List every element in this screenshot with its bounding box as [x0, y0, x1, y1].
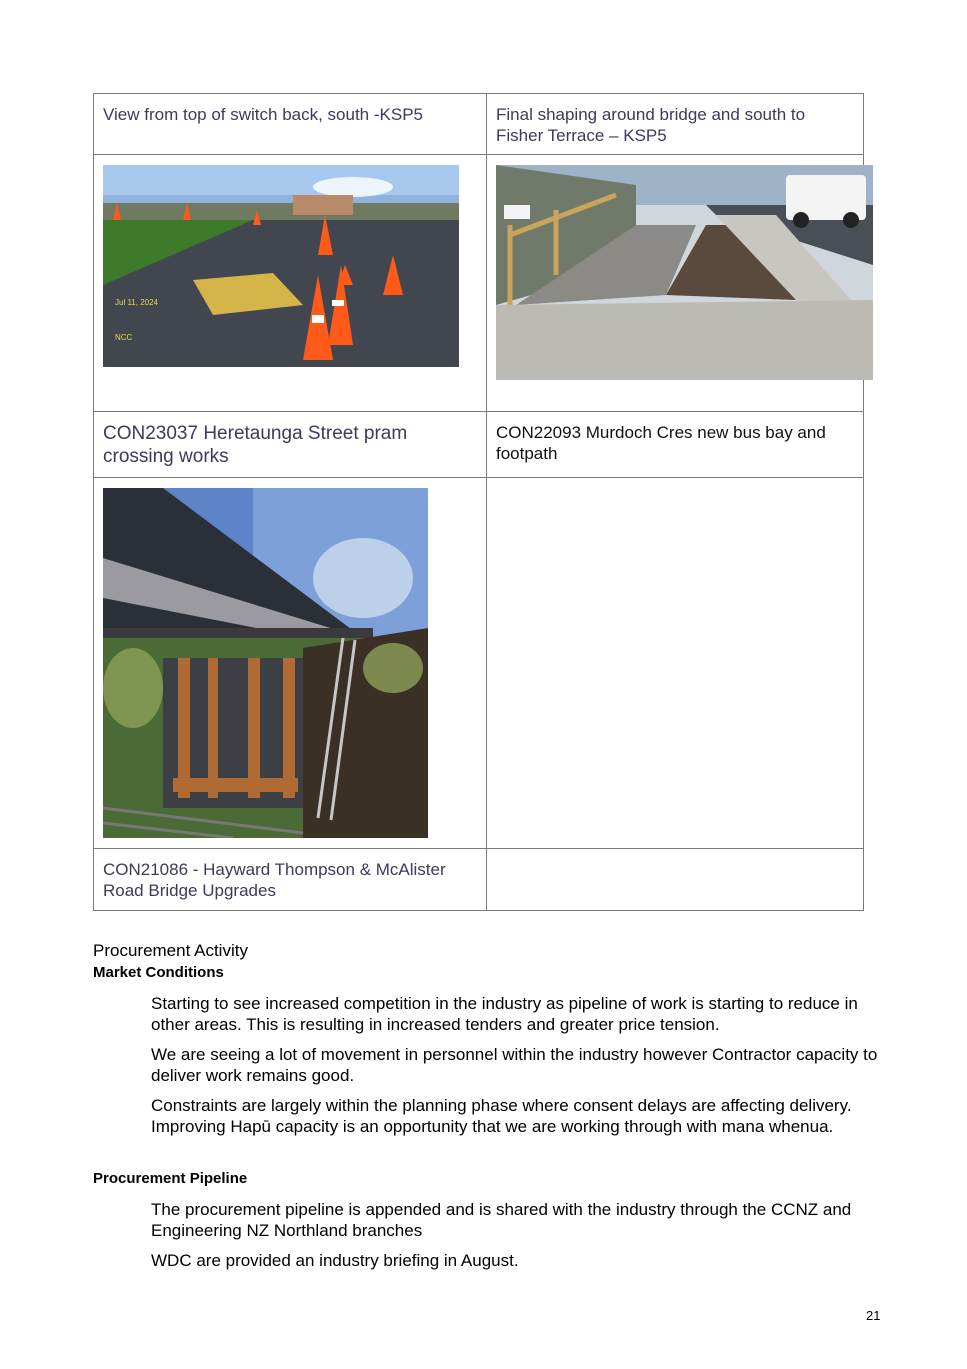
- caption-cell: [487, 412, 864, 478]
- market-paragraph: We are seeing a lot of movement in personnel within the industry however Contractor capacity to deliver work remains good.: [151, 1045, 878, 1085]
- caption-switchback: View from top of switch back, south -KSP5: [103, 105, 423, 124]
- photo-watermark: NCC: [115, 333, 133, 342]
- caption-cell: [94, 849, 487, 911]
- caption-cell: [487, 94, 864, 155]
- empty-cell: [487, 849, 864, 911]
- photo-bridge: [103, 488, 428, 838]
- photo-date-stamp: Jul 11, 2024: [115, 298, 158, 307]
- caption-cell: [94, 94, 487, 155]
- procurement-activity-title: Procurement Activity: [93, 941, 248, 960]
- pipeline-paragraph: The procurement pipeline is appended and is shared with the industry through the CCNZ and Engineering NZ Northland branches: [151, 1200, 852, 1240]
- caption-cell: [94, 412, 487, 478]
- photo-table: [93, 93, 864, 911]
- photo-cell: [94, 478, 487, 849]
- pipeline-paragraph: WDC are provided an industry briefing in August.: [151, 1251, 519, 1270]
- photo-cell: [487, 155, 864, 412]
- market-paragraph: Starting to see increased competition in the industry as pipeline of work is starting to reduce in other areas. This is resulting in increased tenders and greater price tension.: [151, 994, 858, 1034]
- empty-cell: [487, 478, 864, 849]
- caption-murdoch: CON22093 Murdoch Cres new bus bay and footpath: [496, 423, 826, 463]
- market-paragraph: Constraints are largely within the planning phase where consent delays are affecting delivery. Improving Hapū capacity is an opportunity that we are working through with mana whenua.: [151, 1096, 852, 1136]
- caption-final-shaping: Final shaping around bridge and south to Fisher Terrace – KSP5: [496, 105, 806, 145]
- photo-switchback: [103, 165, 459, 367]
- caption-hayward: CON21086 - Hayward Thompson & McAlister Road Bridge Upgrades: [103, 860, 446, 900]
- market-conditions-title: Market Conditions: [93, 964, 224, 981]
- page-number: 21: [866, 1308, 881, 1323]
- photo-cell: [94, 155, 487, 412]
- photo-final-shaping: [496, 165, 873, 380]
- caption-heretaunga: CON23037 Heretaunga Street pram crossing works: [103, 423, 408, 467]
- procurement-pipeline-title: Procurement Pipeline: [93, 1170, 248, 1187]
